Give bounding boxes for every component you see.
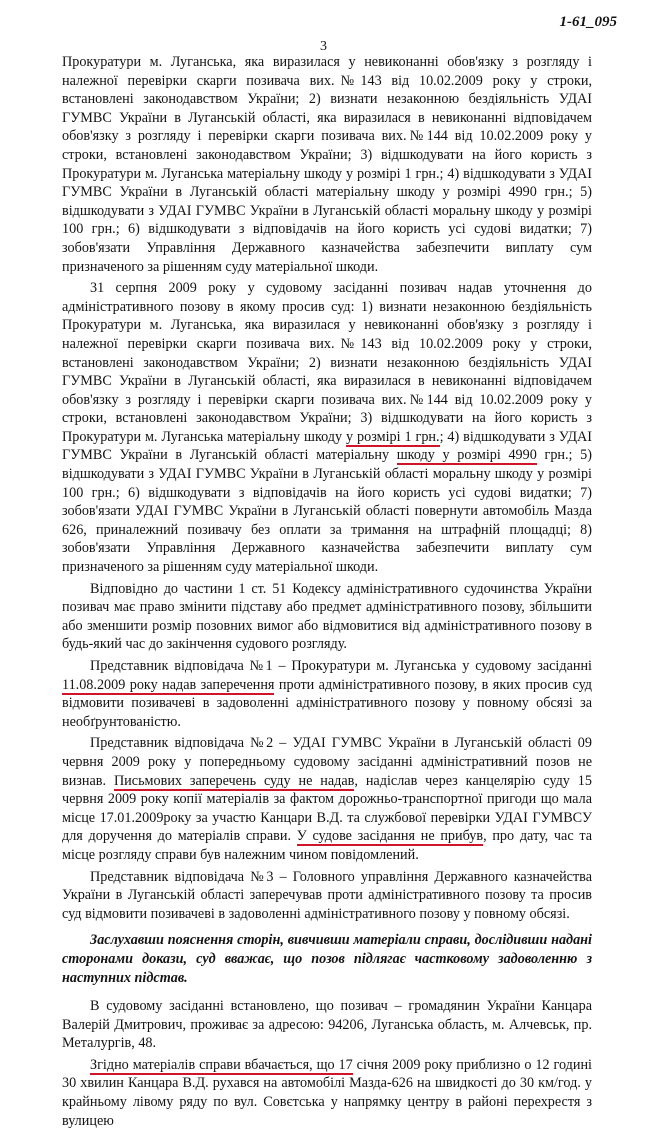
body-paragraph <box>62 868 592 924</box>
body-paragraph <box>62 279 592 577</box>
paragraph-text: січня 2009 року приблизно о 12 годині 30 хвилин Канцара В.Д. рухався на автомобілі Мазда-626 на швидкості до 30 км/год. у крайньому лівому ряду по вул. Совєтська у напрямку центру в районі перехрестя з вулицею <box>62 1056 592 1129</box>
underlined-text: 11.08.2009 року надав заперечення <box>62 676 275 693</box>
body-paragraph <box>62 1056 592 1130</box>
paragraph-text: грн.; 5) відшкодувати з УДАІ ГУМВС України в Луганській області моральну шкоду у розмірі 100 грн.; 6) відшкодувати з відповідачів на його користь усі судові видатки; 7) зобов'язати УДАІ ГУМВС України в Луганській області повернути автомобіль Мазда 626, приналежний позивачу без оплати за тримання на штрафній площадці; 8) зобов'язати Управління Державного казначейства забезпечити виплату сум призначеного за рішенням суду матеріальної шкоди. <box>62 447 592 576</box>
body-paragraph <box>62 580 592 654</box>
body-paragraph <box>62 657 592 731</box>
document-code: 1-61_095 <box>559 14 617 30</box>
paragraph-text: В судовому засіданні встановлено, що позивач – громадянин України Канцара Валерій Дмитрович, проживає за адресою: 94206, Луганська область, м. Алчевськ, пр. Металургів, 48. <box>62 998 592 1052</box>
paragraph-text: Представник відповідача №2 – УДАІ ГУМВС України в Луганській області 09 червня 2009 року у попередньому судовому засіданні адміністративний позов не визнав. <box>62 735 592 789</box>
underlined-text: Згідно матеріалів справи вбачається, що 17 <box>90 1056 353 1073</box>
paragraph-text: Відповідно до частини 1 ст. 51 Кодексу адміністративного судочинства України позивач має право змінити підставу або предмет адміністративного позову, збільшити або зменшити розмір позовних вимог або відмовитися від адміністративного позову в будь-який час до закінчення судового розгляду. <box>62 580 592 653</box>
paragraph-text: Прокуратури м. Луганська, яка виразилася у невиконанні обов'язку з розгляду і належної перевірки скарги позивача вих.№143 від 10.02.2009 року у строки, встановлені законодавством України; 2) визнати незаконною бездіяльність УДАІ ГУМВС України в Луганській області, яка виразилася в невиконанні відповідачем обов'язку з розгляду і перевірки скарги позивача вих.№144 від 10.02.2009 року у строки, встановлені законодавством України; 3) відшкодувати на його користь з Прокуратури м. Луганська матеріальну шкоду у розмірі 1 грн.; 4) відшкодувати з УДАІ ГУМВС України в Луганській області матеріальну шкоду у розмірі 4990 грн.; 5) відшкодувати з УДАІ ГУМВС України в Луганській області моральну шкоду у розмірі 100 грн.; 6) відшкодувати з відповідачів на його користь усі судові видатки; 7) зобов'язати Управління Державного казначейства забезпечити виплату сум призначеного за рішенням суду матеріальної шкоди. <box>62 54 592 275</box>
paragraph-text: Представник відповідача №3 – Головного управління Державного казначейства України в Луганській області заперечував проти адміністративного позову та просив суд відмовити позивачеві в задоволенні адміністративного позову у повному обсязі. <box>62 868 592 922</box>
body-paragraph <box>62 53 592 276</box>
body-paragraph <box>62 734 592 864</box>
underlined-text: шкоду у розмірі 4990 <box>396 447 537 464</box>
paragraph-text: , про дату, час та місце розгляду справи був належним чином повідомлений. <box>62 828 592 863</box>
underlined-text: У судове засідання не прибув <box>296 828 484 845</box>
body-paragraph <box>62 997 592 1053</box>
paragraph-text: Представник відповідача №1 – Прокуратури м. Луганська у судовому засіданні <box>90 658 592 674</box>
paragraph-text: проти адміністративного позову, в яких просив суд відмовити позивачеві в задоволенні адміністративного позову у повному обсязі за необґрунтованістю. <box>62 676 592 730</box>
paragraph-text: Заслухавши пояснення сторін, вивчивши матеріали справи, дослідивши надані сторонами докази, суд вважає, що позов підлягає частковому задоволенню з наступних підстав. <box>62 932 592 986</box>
paragraph-text: 31 серпня 2009 року у судовому засіданні позивач надав уточнення до адміністративного позову в якому просив суд: 1) визнати незаконною бездіяльність Прокуратури м. Луганська, яка виразилася у невиконанні обов'язку з розгляду і належної перевірки скарги позивача вих.№143 від 10.02.2009 року у строки, встановлені законодавством України; 2) визнати незаконною бездіяльність УДАІ ГУМВС України в Луганській області, яка виразилася в невиконанні відповідачем обов'язку з розгляду і перевірки скарги позивача вих.№144 від 10.02.2009 року у строки, встановлені законодавством України; 3) відшкодувати на його користь з Прокуратури м. Луганська матеріальну шкоду <box>62 280 592 445</box>
underlined-text: Письмових заперечень суду не надав <box>113 772 355 789</box>
page-number: 3 <box>320 39 327 54</box>
underlined-text: у розмірі 1 грн. <box>346 428 440 445</box>
paragraph-text: ; 4) відшкодувати з УДАІ ГУМВС України в Луганській області матеріальну <box>62 428 593 464</box>
document-body <box>62 53 592 1133</box>
court-conclusion-paragraph <box>62 931 592 987</box>
paragraph-text: , надіслав через канцелярію суду 15 червня 2009 року копії матеріалів за фактом дорожньо-транспортної пригоди що мала місце 17.01.2009року за участю Канцари В.Д. та службової перевірки УДАІ ГУМВСУ для доручення до матеріалів справи. <box>62 772 592 845</box>
